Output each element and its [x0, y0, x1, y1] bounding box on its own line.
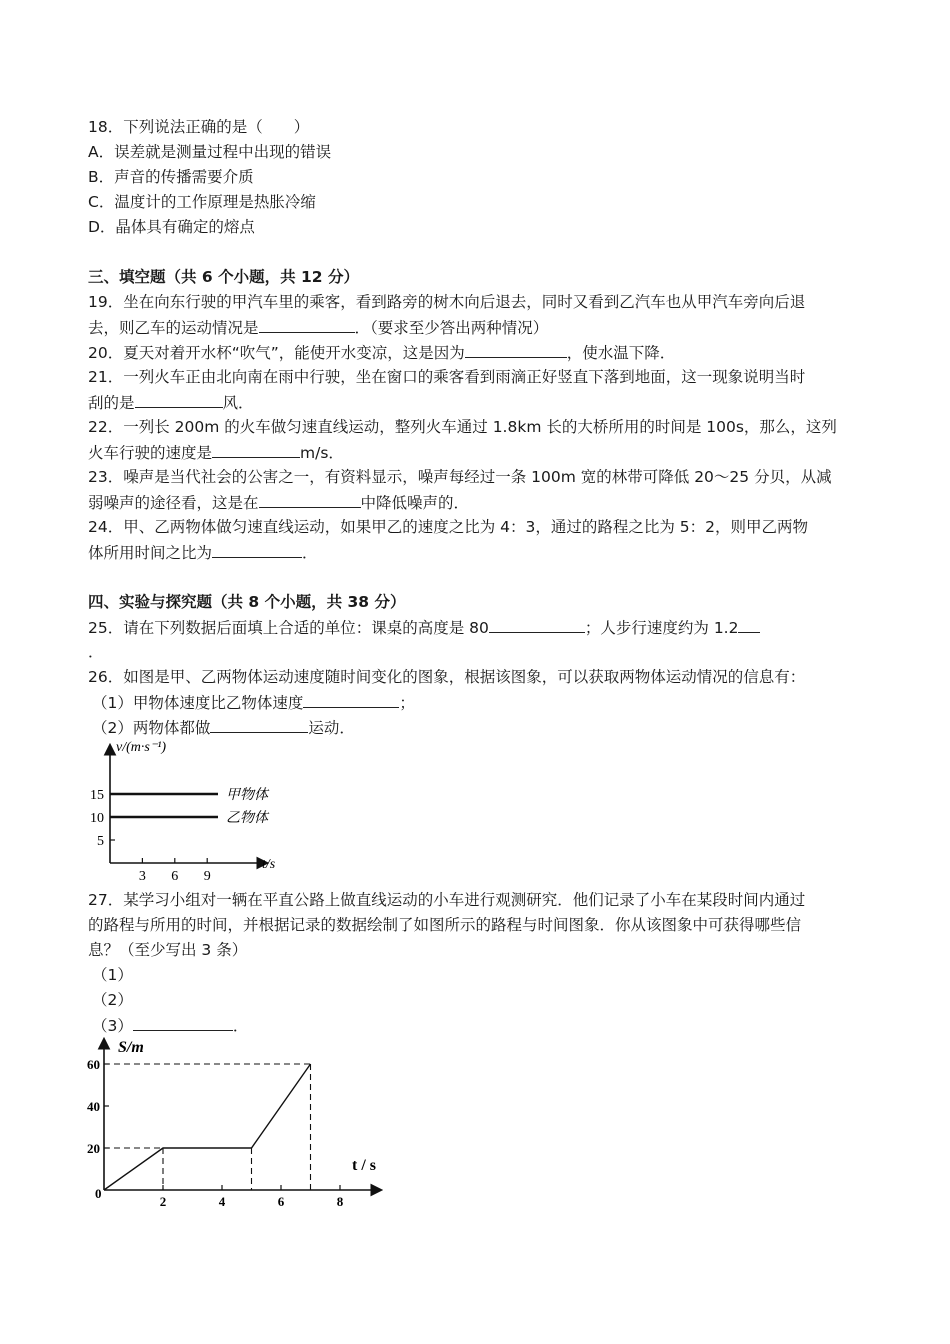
x-axis-label: t/s	[262, 857, 276, 872]
q27-p3-text: （3）	[92, 1017, 133, 1035]
q21-text-b: 风．	[222, 394, 254, 412]
q26-blank-1[interactable]	[303, 691, 399, 708]
q23-line1: 23．噪声是当代社会的公害之一，有资料显示，噪声每经过一条 100m 宽的林带可降低 20～25 分贝，从减	[88, 468, 832, 486]
q22-line2	[88, 441, 344, 464]
q25-blank-2[interactable]	[738, 616, 760, 633]
y-tick-label: 40	[87, 1099, 100, 1114]
q22-text-a: 火车行驶的速度是	[88, 444, 213, 462]
y-tick-label: 10	[90, 811, 104, 826]
q24-line2	[88, 541, 318, 564]
q19-line1: 19．坐在向东行驶的甲汽车里的乘客，看到路旁的树木向后退去，同时又看到乙汽车也从甲汽车旁向后退	[88, 293, 806, 311]
distance-time-chart	[84, 1032, 394, 1216]
series-label-2: 乙物体	[226, 811, 268, 826]
x-tick-label: 4	[218, 1194, 226, 1209]
q25-text-b: ；人步行速度约为 1.2	[584, 619, 739, 637]
q27-blank[interactable]	[133, 1014, 233, 1031]
x-tick-label: 8	[336, 1194, 344, 1209]
q23-text-b: 中降低噪声的．	[360, 494, 470, 512]
q19-line2	[88, 316, 548, 339]
origin-label: 0	[95, 1186, 102, 1201]
series-label-1: 甲物体	[226, 788, 268, 803]
q21-blank[interactable]	[135, 391, 223, 408]
q22-text-b: m/s．	[300, 444, 344, 462]
y-tick-label: 60	[87, 1057, 100, 1072]
q27-line2: 的路程与所用的时间，并根据记录的数据绘制了如图所示的路程与时间图象．你从该图象中可获得哪些信	[88, 916, 802, 934]
q27-line3: 息？（至少写出 3 条）	[88, 941, 248, 959]
y-axis-label: S/m	[118, 1039, 144, 1056]
y-tick-label: 20	[87, 1141, 100, 1156]
y-axis-label: v/(m·s⁻¹)	[116, 740, 167, 755]
q26-p1-text: （1）甲物体速度比乙物体速度	[92, 694, 304, 712]
q18-option-c: C．温度计的工作原理是热胀冷缩	[88, 193, 316, 211]
q27-p3-end: ．	[232, 1017, 249, 1035]
q19-text-b: ．（要求至少答出两种情况）	[354, 319, 549, 337]
y-tick-label: 5	[97, 834, 104, 849]
q25-line2: ．	[88, 643, 104, 661]
q27-part1: （1）	[92, 966, 133, 984]
q27-part2: （2）	[92, 991, 133, 1009]
q26-part1	[92, 691, 415, 714]
q24-text-a: 体所用时间之比为	[88, 544, 213, 562]
q25-line1	[88, 616, 760, 639]
q20-blank[interactable]	[465, 341, 567, 358]
x-axis-label: t / s	[352, 1157, 376, 1174]
x-tick-label: 2	[159, 1194, 167, 1209]
q26-blank-2[interactable]	[210, 716, 308, 733]
section3-heading: 三、填空题（共 6 个小题，共 12 分）	[88, 268, 359, 286]
velocity-time-chart	[84, 736, 314, 884]
q19-blank[interactable]	[259, 316, 355, 333]
x-tick-label: 6	[277, 1194, 285, 1209]
q23-blank[interactable]	[259, 491, 361, 508]
q20-line	[88, 341, 675, 364]
q26-p1-end: ；	[399, 694, 415, 712]
q26-p2-end: 运动．	[308, 719, 355, 737]
q25-blank-1[interactable]	[489, 616, 585, 633]
q24-text-b: ．	[302, 544, 318, 562]
q27-line1: 27．某学习小组对一辆在平直公路上做直线运动的小车进行观测研究．他们记录了小车在某段时间内通过	[88, 891, 806, 909]
q24-line1: 24．甲、乙两物体做匀速直线运动，如果甲乙的速度之比为 4：3，通过的路程之比为 5：2，则甲乙两物	[88, 518, 809, 536]
q23-line2	[88, 491, 469, 514]
q18-option-a: A．误差就是测量过程中出现的错误	[88, 143, 332, 161]
x-tick-label: 9	[203, 869, 211, 884]
y-tick-label: 15	[90, 788, 104, 803]
q22-line1: 22．一列长 200m 的火车做匀速直线运动，整列火车通过 1.8km 长的大桥所用的时间是 100s，那么，这列	[88, 418, 837, 436]
q25-text-a: 25．请在下列数据后面填上合适的单位：课桌的高度是 80	[88, 619, 489, 637]
q18-stem: 18．下列说法正确的是（ ）	[88, 118, 310, 136]
section4-heading: 四、实验与探究题（共 8 个小题，共 38 分）	[88, 593, 406, 611]
q20-text-b: ，使水温下降．	[566, 344, 676, 362]
x-tick-label: 6	[171, 869, 179, 884]
q18-option-d: D．晶体具有确定的熔点	[88, 218, 255, 236]
q21-line1: 21．一列火车正由北向南在雨中行驶，坐在窗口的乘客看到雨滴正好竖直下落到地面，这一现象说明当时	[88, 368, 806, 386]
q22-blank[interactable]	[212, 441, 300, 458]
q24-blank[interactable]	[212, 541, 302, 558]
q19-text-a: 去，则乙车的运动情况是	[88, 319, 259, 337]
q21-text-a: 刮的是	[88, 394, 135, 412]
q18-option-b: B．声音的传播需要介质	[88, 168, 254, 186]
q23-text-a: 弱噪声的途径看，这是在	[88, 494, 259, 512]
series-line	[104, 1064, 311, 1190]
q21-line2	[88, 391, 254, 414]
q26-stem: 26．如图是甲、乙两物体运动速度随时间变化的图象，根据该图象，可以获取两物体运动情况的信息有：	[88, 668, 806, 686]
q20-text-a: 20．夏天对着开水杯“吹气”，能使开水变凉，这是因为	[88, 344, 465, 362]
x-tick-label: 3	[138, 869, 146, 884]
q26-p2-text: （2）两物体都做	[92, 719, 211, 737]
